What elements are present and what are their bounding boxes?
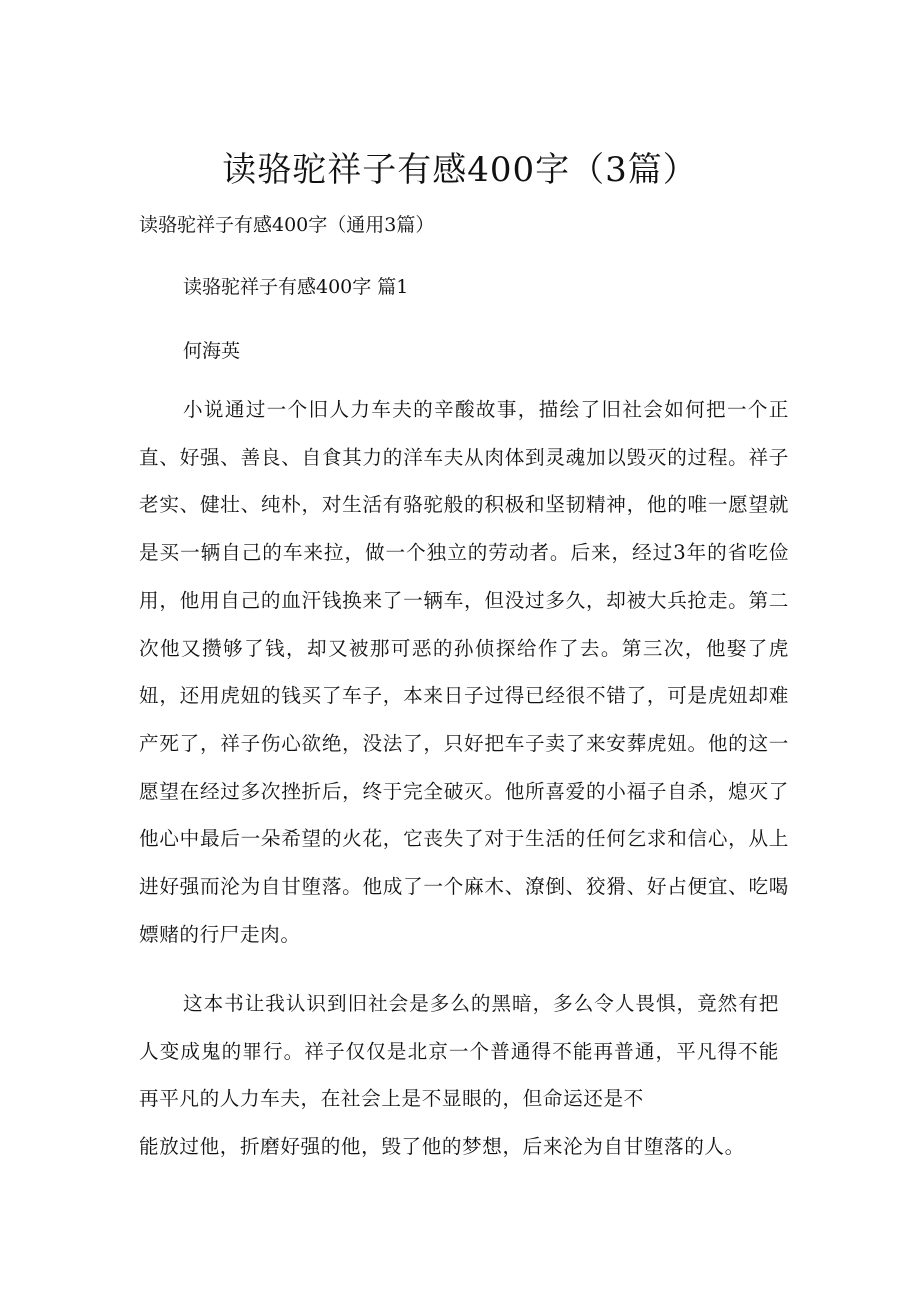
document-subtitle: 读骆驼祥子有感400字（通用3篇） — [139, 214, 435, 236]
body-paragraph-continuation: 能放过他，折磨好强的他，毁了他的梦想，后来沦为自甘堕落的人。 — [139, 1135, 745, 1158]
section-heading: 读骆驼祥子有感400字 篇1 — [183, 276, 409, 298]
body-paragraph-1: 小说通过一个旧人力车夫的辛酸故事，描绘了旧社会如何把一个正直、好强、善良、自食其力的洋车夫从肉体到灵魂加以毁灭的过程。祥子老实、健壮、纯朴，对生活有骆驼般的积极和坚韧精神，他的唯一愿望就是买一辆自己的车来拉，做一个独立的劳动者。后来，经过3年的省吃俭用，他用自己的血汗钱换来了一辆车，但没过多久，却被大兵抢走。第二次他又攒够了钱，却又被那可恶的孙侦探给作了去。第三次，他娶了虎妞，还用虎妞的钱买了车子，本来日子过得已经很不错了，可是虎妞却难产死了，祥子伤心欲绝，没法了，只好把车子卖了来安葬虎妞。他的这一愿望在经过多次挫折后，终于完全破灭。他所喜爱的小福子自杀，熄灭了他心中最后一朵希望的火花，它丧失了对于生活的任何乞求和信心，从上进好强而沦为自甘堕落。他成了一个麻木、潦倒、狡猾、好占便宜、吃喝嫖赌的行尸走肉。 — [139, 398, 789, 946]
document-title: 读骆驼祥子有感400字（3篇） — [222, 150, 698, 190]
body-paragraph-2: 这本书让我认识到旧社会是多么的黑暗，多么令人畏惧，竟然有把人变成鬼的罪行。祥子仅仅是北京一个普通得不能再普通，平凡得不能再平凡的人力车夫，在社会上是不显眼的，但命运还是不 — [139, 992, 779, 1111]
author-name: 何海英 — [183, 340, 241, 362]
